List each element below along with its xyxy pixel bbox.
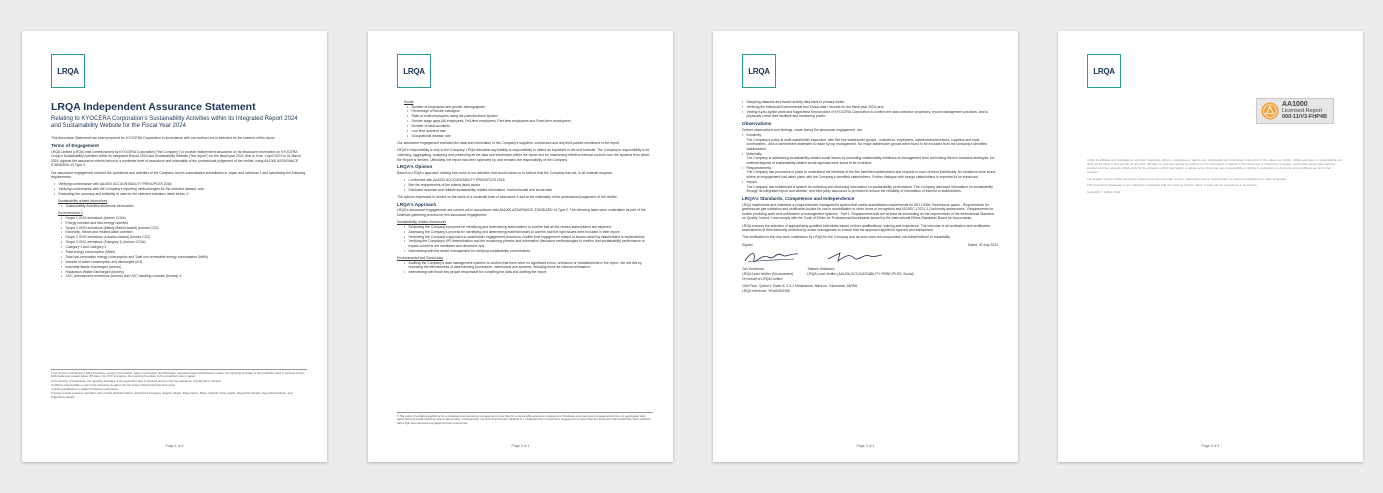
list-item: • Reviewing the Company's process for identifying and determining stakeholders to confirm that all the related stakeholders are captured; xyxy=(404,225,653,230)
environmental-list xyxy=(61,216,307,279)
page-3 xyxy=(713,31,1018,462)
validity-paragraph: This Assurance Statement is only valid when published with the report to which it refers. It may only be reproduced in its entirety. xyxy=(1087,183,1258,188)
page-4-body xyxy=(1087,158,1343,196)
lrqa-logo: LRQA xyxy=(742,54,776,88)
exclusion-paragraph: Our assurance engagement excluded the data and information of the Company's suppliers, contractors and any third-parties mentioned in the report. xyxy=(397,141,621,146)
responsibility-paragraph: LRQA's responsibility is only to the Company. LRQA disclaims any liability or responsibility to others as explained in the end footnote. The Company's responsibility is for collecting, aggregating, analysing and presenting all the data and information within the report and for maintaining effective internal controls over the systems from which the Report is derived. Ultimately, the report has been approved by, and remains the responsibility of the Company. xyxy=(397,148,650,162)
signer-row xyxy=(742,267,998,281)
footnote: 3 LRQA's responsibility is only to the Company. Its data is for the scope of Environmental and social. xyxy=(51,382,176,387)
opinion-list xyxy=(404,178,653,192)
observations-heading: Observations xyxy=(742,120,772,126)
tasks-list xyxy=(742,100,998,119)
observations-list xyxy=(742,133,998,194)
approach-heading: LRQA's Approach xyxy=(397,201,437,207)
aa1000-text xyxy=(1282,102,1327,120)
page-3-body xyxy=(742,100,998,296)
language-paragraph: The English version of this Assurance Statement is the only valid version. LRQA assumes no responsibility for versions translated into other languages. xyxy=(1087,176,1288,181)
aa1000-seal-icon xyxy=(1261,102,1279,120)
page-1-body xyxy=(51,101,307,282)
list-item: • Met the requirements of the criteria listed above xyxy=(404,183,653,188)
observation-label: Responsiveness xyxy=(746,165,772,170)
observation-label: Materiality xyxy=(746,151,762,156)
badge-line-3: 000-11/V3-FHP4B xyxy=(1282,114,1327,120)
observation-text: The Company's policy is multi-stakeholder inspection, with five key stakeholder groups - customers, employees, shareholders/investors, suppliers and local communities - and a commitment statement is made by top management. No major stakeholder groups were found to be excluded from the company's identified stakeholders. xyxy=(746,137,988,151)
list-item: • Sampling datasets and traced activity data back to primary levels; xyxy=(742,100,998,105)
list-item: • Interviewing with the senior management for verifying sustainability commitments. xyxy=(404,249,653,254)
page-4 xyxy=(1058,31,1363,462)
page-number: Page 1 of 4 xyxy=(165,444,184,448)
footnote: 5 The extent of evidence-gathering for a moderate level assurance engagement is less than for a reasonable assurance engagement. Moderate level assurance engagements focus on aggregated data rather than physically checking source data at sites. Consequently, the level of assurance obtained in a moderate level of assurance engagement is lower than the assurance that would have been obtained had a high level assurance engagement been performed. xyxy=(397,413,651,425)
env-social-heading: Environmental and Social data xyxy=(397,256,443,261)
list-item: • Gender wage gaps (All employees, Full-time employees, Part-time employees and Fixed-term employees) xyxy=(407,119,653,124)
scope-paragraph: Our assurance engagement covered the operations and activities of the Company and its consolidated subsidiaries in Japan and overseas 1 and specifically the following requirements: xyxy=(51,170,306,180)
independence-paragraph: This verification is the only work undertaken by LRQA for the Company and as such does not compromise our independence or impartiality. xyxy=(742,235,951,240)
lrqa-logo: LRQA xyxy=(1087,54,1121,88)
signed-row xyxy=(742,243,998,248)
disclaimer-paragraph: LRQA its affiliates and subsidiaries, and their respective officers, employees or agents are, individually and collectively, referred to in this clause as 'LRQA'. LRQA assumes no responsibility and shall not be liable to any person for any loss, damage or expense caused by reliance on the information or advice in this document or howsoever provided, unless that person has signed a contract with the relevant LRQA entity for the provision of this information or advice and in that case any responsibility or liability is exclusively on the terms and conditions set out in that contract. xyxy=(1087,158,1342,174)
list-item: • Electricity, Steam and Heated water oriented xyxy=(61,230,307,235)
signer-2-name: Takeshi Hidamura xyxy=(807,267,835,272)
observation-text: The Company has processes in place to understand the interests of the five identified stakeholders and respond to each of them individually. No situations were found where an engagement had taken place with the Company's identified stakeholders. Further dialogue with foreign stakeholders is expected to be enhanced. xyxy=(746,170,996,180)
list-item: • Verifying conformance with AA1000 ACCOUNTABILITY PRINCIPLES 2018; xyxy=(54,182,307,187)
page-1 xyxy=(22,31,327,462)
observation-text: The Company is addressing sustainability-related social issues by promoting sustainability initiatives at management level and linking them to business strategies. No material aspects of sustainability-related social agendas were found to be excluded. xyxy=(746,156,995,165)
list-item: • Industrial Waste Discharged (tonnes) xyxy=(61,265,307,270)
list-item: • Verifying the historical Environmental and Social data / records for the fiscal year 2024; and xyxy=(742,105,998,110)
list-item: • Verifying the Company's KPI determination and the monitoring process and information disclosure methodologies to confirm that sustainability performance to impact concerns are monitored and disclosed; and xyxy=(404,239,653,248)
list-item: • Visiting Kyoto Ayabe plant and Kagoshima Sendai plant of KYOCERA Corporation to confirm the data collection processes, record management practices, and to physically check their facilities and monitoring points. xyxy=(742,110,998,119)
terms-paragraph: LRQA Limited (LRQA) was commissioned by KYOCERA Corporation ("the Company") to provide independent assurance on its disclosure information on KYOCERA Group's Sustainability Activities within its Integrated Report 2024 and Sustainability Website ("the report") for the fiscal year 2024, that is, from 1 April 2023 to 31 March 2024, against the assurance criteria below to a moderate level of assurance and materiality of the professional judgement of the verifier, using AA1000 ASSURANCE STANDARD v3 Type 2. xyxy=(51,149,301,168)
sust-disclosures-heading: Sustainability related disclosures xyxy=(397,220,447,225)
list-item: • Reviewing the Company's approach to stakeholder engagement process to confirm that engagement related to issues raised by stakeholders is implemented; xyxy=(404,235,653,240)
list-item: • Category 1 and Category 3 xyxy=(61,245,307,250)
list-item: • Hazardous Waste Discharged (tonnes) xyxy=(61,270,307,275)
page-2-body xyxy=(397,100,653,277)
selection-paragraph: LRQA ensures the selection of appropriately qualified individuals based on their qualifications, training and experience. The outcome of all verification and certification assessments is then internally reviewed by senior management to ensure that the approach applied is rigorous and transparent. xyxy=(742,223,991,233)
list-item: • Percentage of female managers xyxy=(407,109,653,114)
list-item: • Scope 2 GHG emissions (Mainly Market-based) (tonnes CO2) xyxy=(61,226,307,231)
observation-item xyxy=(742,166,998,180)
list-item: • Disclosed accurate and reliable sustainability related information, environmental and social data xyxy=(404,188,653,193)
list-item: • Scope 1 GHG emissions (tonnes CO2e) xyxy=(61,216,307,221)
statement-subtitle: Relating to KYOCERA Corporation's Sustainability Activities within its Integrated Report 2024 and Sustainability Website for the Fiscal Year 2024 xyxy=(51,115,298,129)
page-number: Page 2 of 4 xyxy=(511,444,530,448)
footnote: 2 For Number of employees, the reporting boundary is the production sites in Kyocera Group in the four academic, and literature oriented. xyxy=(51,378,222,383)
signature-1-image xyxy=(742,249,802,265)
list-item: • Ratio of male employees using the parental leave system xyxy=(407,114,653,119)
list-item: • Assessing the Company's process for identifying and determining material issues to confirm that the right issues were included in their report; xyxy=(404,230,653,235)
list-item: • Total energy consumption (MWh) xyxy=(61,250,307,255)
terms-heading: Terms of Engagement xyxy=(51,142,99,148)
footnote: 4 GHG quantification is subject to inherent uncertainty. xyxy=(51,387,119,392)
list-item: • Occupational disease rate xyxy=(407,134,653,139)
env-social-list xyxy=(404,261,653,275)
footnote: 1 For Scope 1 and Scope 2 GHG emissions, energy consumption, water consumption and discharge, industrial waste and hazardous waste, the reporting boundary is the production sites in Kyocera Group both inside and outside Japan (56 sites). For VOC emissions, the reporting boundary is the production sites in Japan. xyxy=(51,370,304,379)
page-number: Page 3 of 4 xyxy=(856,444,875,448)
dated-label: Dated: 30 July 2024 xyxy=(967,242,998,247)
observation-item xyxy=(742,152,998,166)
list-item: • VOC (atmospheric emissions (tonnes) and VOC handling volumes (tonnes) 4 xyxy=(61,274,307,279)
observation-item xyxy=(742,180,998,194)
list-item: • Amount of water consumption and discharges (m3) xyxy=(61,260,307,265)
intro-paragraph: This Assurance Statement has been prepared for KYOCERA Corporation in accordance with our contract but is intended for the readers of this report. xyxy=(51,136,276,141)
list-item: • Sustainability Activities disclosure information xyxy=(61,204,307,209)
observations-intro: Further observations and findings, made during the assurance engagement, are: xyxy=(742,127,863,132)
badge-line-2: Licensed Report xyxy=(1282,108,1323,114)
list-item: • Scope 2 GHG emissions (Location-based) (tonnes CO2) xyxy=(61,235,307,240)
list-item: • Number of fatal accidents xyxy=(407,124,653,129)
social-list xyxy=(407,105,653,139)
signer-1-name: Jun Yoshimoto xyxy=(742,267,765,272)
observation-item xyxy=(742,133,998,151)
lrqa-reference: LRQA reference: YKA00001396 xyxy=(742,288,791,293)
lrqa-logo: LRQA xyxy=(397,54,431,88)
signer-1 xyxy=(742,267,793,281)
list-item: • Lost time accident rate xyxy=(407,129,653,134)
signer-1-role: LRQA Lead Verifier (Environment) xyxy=(742,272,794,277)
list-item: • Number of employees and gender demographics xyxy=(407,105,653,110)
signer-2 xyxy=(807,267,913,281)
page-number: Page 4 of 4 xyxy=(1201,444,1220,448)
address: 10th Floor, Queen's Tower A, 2-3-1 Minatomirai, Nishi-ku, Yokohama, JAPAN xyxy=(742,284,858,289)
sustainability-heading: Sustainability related disclosures xyxy=(58,199,108,204)
signature-2-image xyxy=(824,249,884,265)
statement-title: LRQA Independent Assurance Statement xyxy=(51,101,256,113)
signed-label: Signed xyxy=(742,242,753,247)
observation-label: Inclusivity xyxy=(746,133,762,138)
observation-label: Impact xyxy=(746,179,757,184)
observation-text: The Company has established a system for collecting and disclosing information on sustainability performance. The Company disclosed information on sustainability through its integrated report and website, and third party assurance is provided to ensure the reliability of information of interest to stakeholders. xyxy=(746,184,993,194)
list-item: • Scope 3 GHG emissions (Category 1) (tonnes CO2e) xyxy=(61,240,307,245)
sustainability-list xyxy=(61,204,307,209)
standards-paragraph: LRQA implements and maintains a comprehensive management system that meets accreditation requirements for ISO 14065 Greenhouse gases - Requirements for greenhouse gas validation and verification bodies for use in accreditation or other forms of recognition and ISO/IEC 17021-1 Conformity assessment - Requirements for bodies providing audit and certification of management systems - Part 1: Requirements that are at least as demanding as the requirements of the International Standard on Quality Control 1 and comply with the Code of Ethics for Professional Accountants issued by the International Ethics Standards Board for Accountants. xyxy=(742,202,994,221)
signer-2-role: LRQA Lead Verifier (AA1000 ACCOUNTABILITY PRINCIPLES, Social) xyxy=(807,272,914,277)
opinion-paragraph: Based on LRQA's approach nothing has come to our attention that would cause us to believe that the Company has not, in all material respects: xyxy=(397,170,613,175)
copyright: Copyright © LRQA, 2024. xyxy=(1087,189,1122,194)
signature-row xyxy=(742,249,998,265)
list-item: • Conformed with AA1000 ACCOUNTABILITY PRINCIPLES 2018 xyxy=(404,178,653,183)
standards-heading: LRQA's Standards, Competence and Independence xyxy=(742,195,855,201)
list-item: • Total non-renewable energy consumption and Total non-renewable energy consumption (MWh) xyxy=(61,255,307,260)
list-item: • Evaluating the accuracy and reliability of data for the selected indicators listed below: 2 xyxy=(54,192,307,197)
signer-1-org: On behalf of LRQA Limited xyxy=(742,276,783,281)
opinion-close: The opinion expressed is formed on the basis of a moderate level of assurance 5 and at the materiality of the professional judgement of the verifier. xyxy=(397,195,618,200)
list-item: • Verifying conformance with the Company's reporting methodologies for the selected dataset; and xyxy=(54,187,307,192)
list-item: • Energy oriented and Non-energy oriented xyxy=(61,221,307,226)
requirements-list xyxy=(54,182,307,196)
aa1000-badge xyxy=(1256,98,1334,124)
footnote: 5 Scope 3 GHG emissions specified sites include Hokkaido Kitami, Fukushima Koriyama, Nagano Okaya, Shiga Gamo, Shiga Yokaichi, Kyoto Ayabe, Kagoshima Sendai, Kagoshima Kokubu, and Kagoshima Hayato. xyxy=(51,391,293,400)
lrqa-logo: LRQA xyxy=(51,54,85,88)
sust-disclosures-list xyxy=(404,225,653,254)
badge-line-1: AA1000 xyxy=(1282,101,1308,108)
list-item: • Interviewing with those key people responsible for compiling the data and drafting the report; xyxy=(404,270,653,275)
page-2-footnotes xyxy=(397,412,653,426)
social-heading: Social xyxy=(404,100,414,104)
opinion-heading: LRQA's Opinion xyxy=(397,164,433,170)
page-1-footnotes xyxy=(51,369,307,400)
list-item: • Auditing the Company's data management systems to confirm that there were no significant errors, omissions or misstatements in the report. We did this by reviewing the effectiveness of data handling procedures, instructions and systems, including those for internal verification; xyxy=(404,261,653,270)
approach-paragraph: LRQA's assurance engagements are carried out in accordance with AA1000 ASSURANCE STANDARD v3 Type 2. The following tasks were undertaken as part of the evidence gathering process for this assurance engagement: xyxy=(397,208,646,217)
page-2 xyxy=(368,31,673,462)
environmental-heading: Environmental 3 xyxy=(58,211,83,216)
